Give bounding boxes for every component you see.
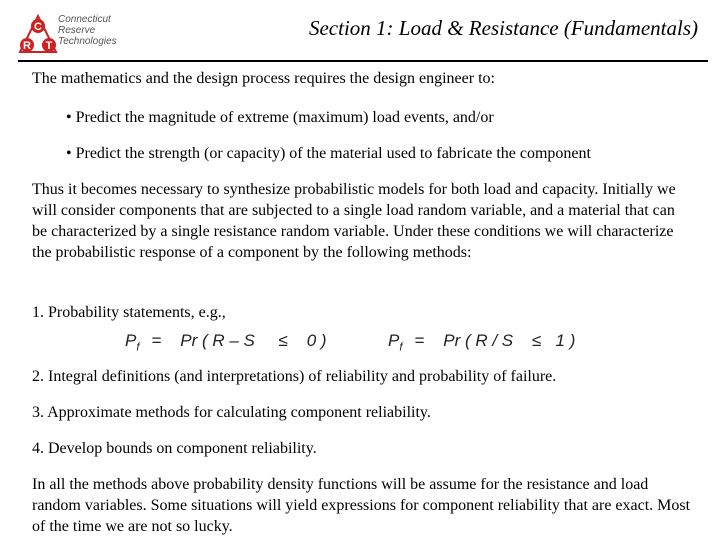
formula-subscript: f — [399, 341, 403, 354]
company-logo — [18, 14, 130, 56]
method-item: 1. Probability statements, e.g., — [32, 304, 226, 321]
section-title: Section 1: Load & Resistance (Fundamentals) — [308, 16, 698, 40]
logo-line: Reserve — [58, 25, 96, 36]
formula-ratio — [388, 331, 575, 353]
logo-line: Connecticut — [58, 14, 111, 25]
intro-text: The mathematics and the design process requires the design engineer to: — [32, 70, 495, 87]
logo-letter: T — [45, 40, 53, 52]
formula-symbol: P — [125, 331, 137, 350]
formula-difference — [125, 331, 327, 353]
method-item: 2. Integral definitions (and interpretations) of reliability and probability of failure. — [32, 368, 557, 385]
logo-triangle-icon — [18, 14, 58, 54]
formula-symbol: P — [388, 331, 400, 350]
formula-body: = Pr ( R / S ≤ 1 ) — [414, 331, 576, 350]
logo-letter: C — [34, 21, 42, 33]
logo-line: Technologies — [58, 36, 117, 47]
paragraph-methods-intro: Thus it becomes necessary to synthesize probabilistic models for both load and capacity. Initially we will consider components that are subjected to a single load random variable, and a material that can be characterized by a single resistance random variable. Under these conditions we will characterize the probabilistic response of a component by the following methods: — [32, 181, 676, 261]
formula-subscript: f — [136, 341, 140, 354]
header-divider — [18, 60, 708, 62]
bullet-item: • Predict the magnitude of extreme (maximum) load events, and/or — [66, 109, 494, 126]
logo-letter: R — [23, 40, 31, 52]
bullet-item: • Predict the strength (or capacity) of the material used to fabricate the component — [66, 145, 591, 162]
paragraph-closing: In all the methods above probability density functions will be assume for the resistance and load random variables. Some situations will yield expressions for component reliability that are exact. Most of the time we are not so lucky. — [32, 476, 691, 535]
method-item: 3. Approximate methods for calculating component reliability. — [32, 404, 431, 421]
logo-wordmark — [58, 14, 117, 47]
formula-body: = Pr ( R – S ≤ 0 ) — [151, 331, 327, 350]
method-item: 4. Develop bounds on component reliability. — [32, 440, 317, 457]
